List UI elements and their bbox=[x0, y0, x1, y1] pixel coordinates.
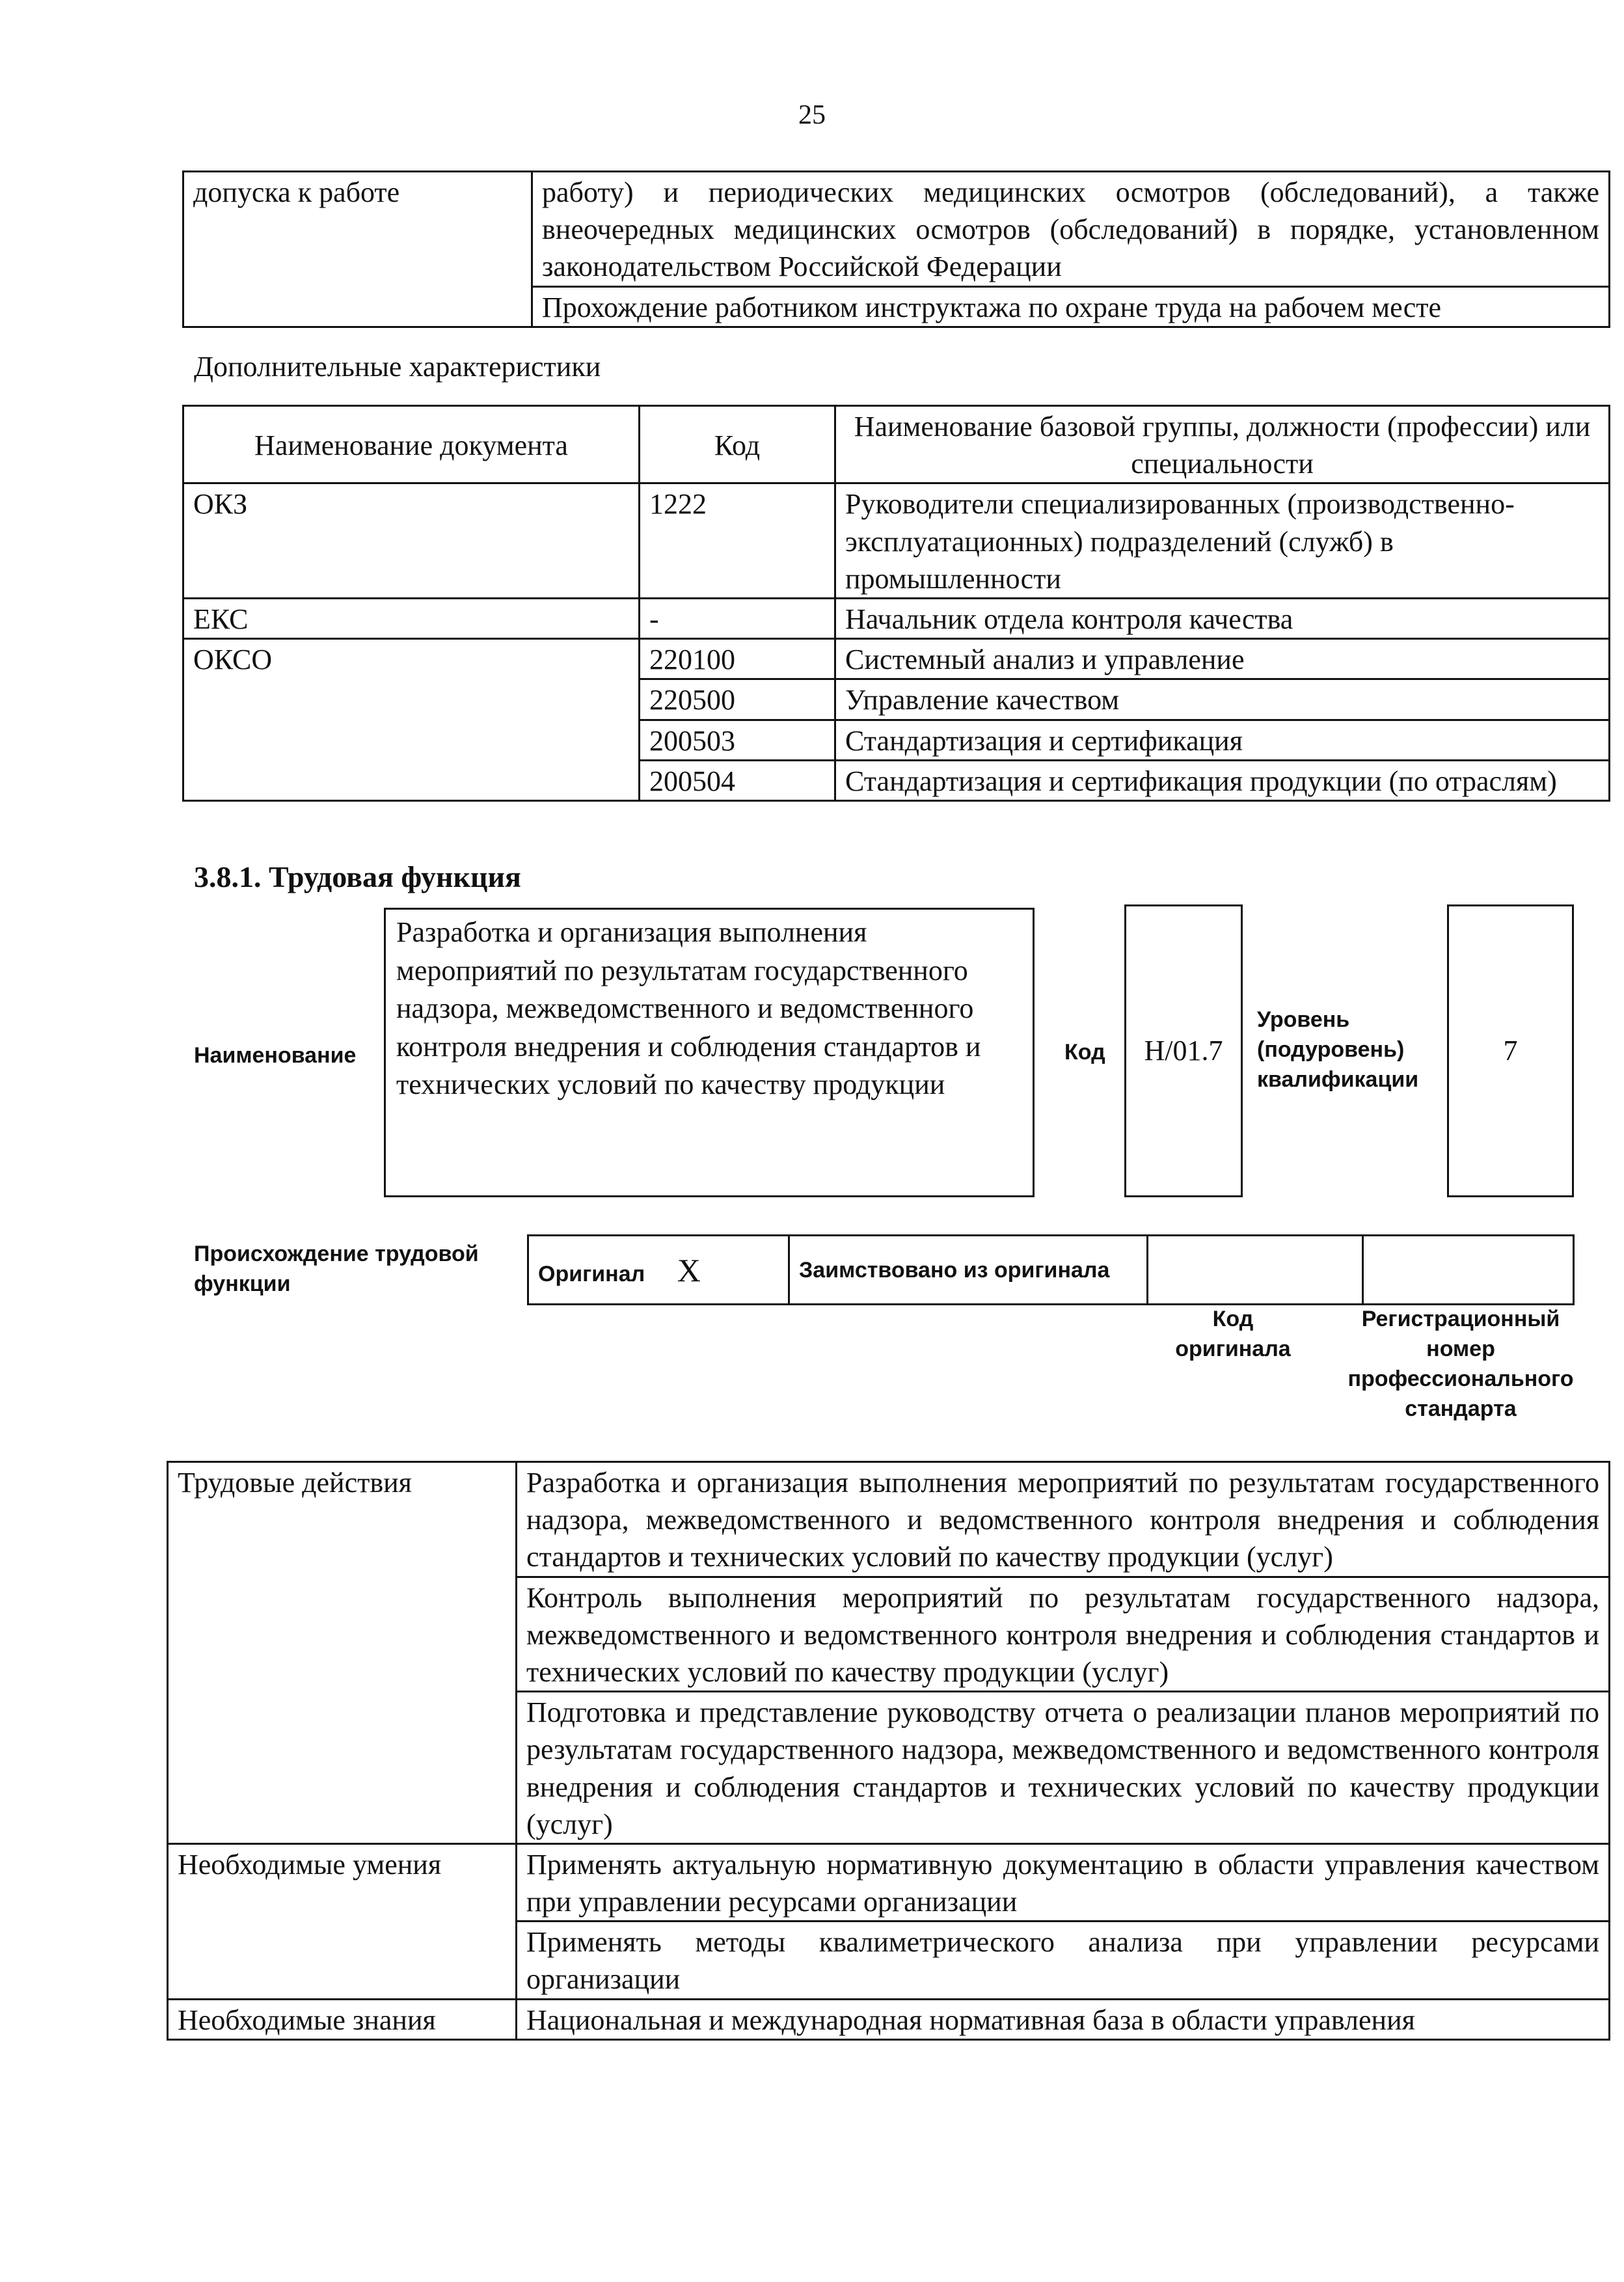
additional-table bbox=[182, 405, 1610, 802]
okso-name: Стандартизация и сертификация продукции (по отраслям) bbox=[835, 760, 1610, 800]
actions-label: Трудовые действия bbox=[168, 1462, 517, 1844]
actions-list bbox=[517, 1462, 1610, 1844]
knowledge-label: Необходимые знания bbox=[168, 1999, 517, 2039]
action-item: Подготовка и представление руководству отчета о реализации планов мероприятий по результатам государственного надзора, межведомственного и ведомственного контроля внедрения и соблюдения стандартов и технических условий по качеству продукции (услуг) bbox=[517, 1691, 1608, 1843]
okso-code: 220500 bbox=[640, 679, 835, 720]
knowledge-item: Национальная и международная нормативная база в области управления bbox=[517, 1999, 1610, 2039]
function-heading: 3.8.1. Трудовая функция bbox=[194, 860, 521, 893]
okso-code: 200504 bbox=[640, 760, 835, 800]
function-level-value: 7 bbox=[1503, 1035, 1518, 1067]
origin-original-mark: X bbox=[677, 1252, 701, 1288]
header-code: Код bbox=[640, 406, 835, 483]
origin-original-label: Оригинал bbox=[538, 1262, 645, 1286]
additional-heading: Дополнительные характеристики bbox=[194, 351, 601, 383]
okso-name: Стандартизация и сертификация bbox=[835, 720, 1610, 760]
origin-reg-cell bbox=[1363, 1236, 1574, 1305]
origin-code-caption: Код оригинала bbox=[1175, 1307, 1291, 1361]
origin-original-cell bbox=[528, 1236, 789, 1305]
okz-doc: ОКЗ bbox=[183, 483, 640, 599]
function-name-box bbox=[384, 908, 1035, 1197]
skill-item: Применять актуальную нормативную документацию в области управления качеством при управлении ресурсами организации bbox=[526, 1848, 1599, 1918]
admission-row-1: работу) и периодических медицинских осмотров (обследований), а также внеочередных медицинских осмотров (обследований) в порядке, установленном законодательством Российской Федерации bbox=[532, 172, 1610, 287]
okso-code: 200503 bbox=[640, 720, 835, 760]
function-code-value: H/01.7 bbox=[1144, 1035, 1223, 1067]
admission-row-2: Прохождение работником инструктажа по охране труда на рабочем месте bbox=[532, 286, 1610, 327]
skills-list bbox=[517, 1843, 1610, 1999]
origin-code-cell bbox=[1148, 1236, 1363, 1305]
okso-name: Системный анализ и управление bbox=[835, 639, 1610, 679]
origin-table bbox=[527, 1234, 1575, 1305]
skills-label: Необходимые умения bbox=[168, 1843, 517, 1999]
skill-item: Применять методы квалиметрического анализа при управлении ресурсами организации bbox=[517, 1920, 1608, 1998]
details-table bbox=[167, 1461, 1610, 2041]
admission-table bbox=[182, 170, 1610, 328]
eks-name: Начальник отдела контроля качества bbox=[835, 598, 1610, 638]
origin-label: Происхождение трудовой функции bbox=[194, 1242, 479, 1296]
okso-name: Управление качеством bbox=[835, 679, 1610, 720]
page-number: 25 bbox=[798, 100, 826, 130]
okz-code: 1222 bbox=[640, 483, 835, 599]
okz-name: Руководители специализированных (производственно-эксплуатационных) подразделений (служб) в промышленности bbox=[835, 483, 1610, 599]
admission-label: допуска к работе bbox=[183, 172, 532, 327]
function-name-label: Наименование bbox=[194, 1043, 357, 1068]
okso-doc: ОКСО bbox=[183, 639, 640, 801]
function-level-label: Уровень (подуровень) квалификации bbox=[1257, 1007, 1419, 1092]
origin-borrowed-label: Заимствовано из оригинала bbox=[789, 1236, 1148, 1305]
function-name-value: Разработка и организация выполнения мероприятий по результатам государственного надзора, межведомственного и ведомственного контроля внедрения и соблюдения стандартов и технических условий по качеству продукции bbox=[396, 916, 981, 1101]
action-item: Контроль выполнения мероприятий по результатам государственного надзора, межведомственного и ведомственного контроля внедрения и соблюдения стандартов и технических условий по качеству продукции (услуг) bbox=[517, 1576, 1608, 1691]
eks-code: - bbox=[640, 598, 835, 638]
function-level-box bbox=[1447, 904, 1574, 1197]
eks-doc: ЕКС bbox=[183, 598, 640, 638]
function-code-label: Код bbox=[1064, 1040, 1105, 1065]
header-document: Наименование документа bbox=[183, 406, 640, 483]
header-name: Наименование базовой группы, должности (профессии) или специальности bbox=[835, 406, 1610, 483]
okso-code: 220100 bbox=[640, 639, 835, 679]
action-item: Разработка и организация выполнения мероприятий по результатам государственного надзора, межведомственного и ведомственного контроля внедрения и соблюдения стандартов и технических условий по качеству продукции (услуг) bbox=[526, 1467, 1599, 1573]
origin-reg-caption: Регистрационный номер профессионального стандарта bbox=[1347, 1307, 1574, 1421]
function-code-box bbox=[1124, 904, 1243, 1197]
